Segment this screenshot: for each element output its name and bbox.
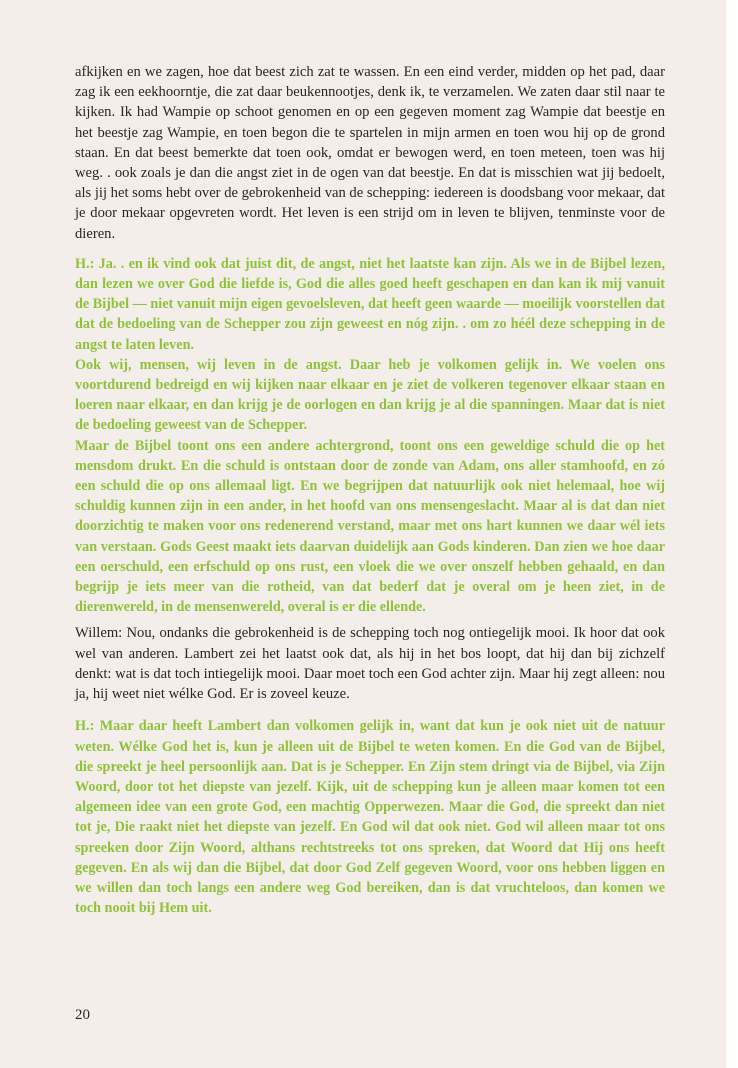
scan-margin — [726, 0, 738, 1068]
paragraph-mensen-angst: Ook wij, mensen, wij leven in de angst. Daar heb je volkomen gelijk in. We voelen ons voortdurend bedreigd en wij kijken naar elkaar en je ziet de volkeren tegenover elkaar staan en loeren naar elkaar, en dan krijg je de oorlogen en dan krijg je al die spanningen. Maar dat is niet de bedoeling geweest van de Schepper. — [75, 356, 665, 434]
paragraph-narration: afkijken en we zagen, hoe dat beest zich zat te wassen. En een eind verder, midden op het pad, daar zag ik een eekhoorntje, die zat daar beukennootjes, denk ik, te verzamelen. We zaten daar stil naar te kijken. Ik had Wampie op schoot genomen en op een gegeven moment zag Wampie dat beestje en het beestje zag Wampie, en toen begon die te spartelen in mijn armen en toen wou hij op de grond staan. En dat beest bemerkte dat toen ook, omdat er bewogen werd, en toen meteen, toen was hij weg. . ook zoals je dan die angst ziet in de ogen van dat beestje. En dat is misschien wat jij bedoelt, als jij het soms hebt over de gebrokenheid van de schepping: iedereen is doodsbang voor mekaar, dat je door mekaar opgevreten wordt. Het leven is een strijd om in leven te blijven, tenminste voor de dieren. — [75, 64, 665, 242]
paragraph-schuld: Maar de Bijbel toont ons een andere achtergrond, toont ons een geweldige schuld die op het mensdom drukt. En die schuld is ontstaan door de zonde van Adam, ons aller stamhoofd, en zó een schuld die op ons allemaal ligt. En we begrijpen dat natuurlijk ook niet helemaal, hoe wij schuldig kunnen zijn in een ander, in het hoofd van ons mensengeslacht. Maar al is dat dan niet doorzichtig te maken voor ons redenerend verstand, maar met ons hart kunnen we daar wél iets van verstaan. Gods Geest maakt iets daarvan duidelijk aan Gods kinderen. Dan zien we hoe daar een oerschuld, een erfschuld op ons rust, een vloek die we over onszelf hebben gehaald, en dan begrijp je iets meer van die rotheid, van dat bederf dat je overal om je heen ziet, in de dierenwereld, in de mensenwereld, overal is er die ellende. — [75, 437, 665, 616]
page-body — [75, 62, 665, 918]
paragraph-willem: Willem: Nou, ondanks die gebrokenheid is de schepping toch nog ontiegelijk mooi. Ik hoor dat ook wel van anderen. Lambert zei het laatst ook dat, als hij in het bos loopt, dat hij dan bij zichzelf denkt: wat is dat toch intiegelijk mooi. Daar moet toch een God achter zijn. Maar hij zegt alleen: nou ja, hij weet niet wélke God. Er is zoveel keuze. — [75, 625, 665, 703]
paragraph-h-angst: H.: Ja. . en ik vind ook dat juist dit, de angst, niet het laatste kan zijn. Als we in de Bijbel lezen, dan lezen we over God die liefde is, God die alles goed heeft geschapen en dan kan ik mij vanuit de Bijbel — niet vanuit mijn eigen gevoelsleven, dat heeft geen waarde — moeilijk voorstellen dat dat de bedoeling van de Schepper zou zijn geweest en nóg zijn. . om zo héél deze schepping in de angst te laten leven. — [75, 255, 665, 353]
paragraph-h-lambert: H.: Maar daar heeft Lambert dan volkomen gelijk in, want dat kun je ook niet uit de natuur weten. Wélke God het is, kun je alleen uit de Bijbel te weten komen. En die God van de Bijbel, die spreekt je heel persoonlijk aan. Dat is je Schepper. En Zijn stem dringt via de Bijbel, via Zijn Woord, door tot het diepste van jezelf. Kijk, uit de schepping kun je alleen maar komen tot een algemeen idee van een grote God, een machtig Opperwezen. Maar die God, die spreekt dan niet tot je, Die raakt niet het diepste van jezelf. En God wil dat ook niet. God wil alleen maar tot ons spreeken door Zijn Woord, althans rechtstreeks tot ons spreken, dat Woord dat Hij ons heeft gegeven. En als wij dan die Bijbel, dat door God Zelf gegeven Woord, voor ons hebben liggen en we willen dan toch langs een andere weg God bereiken, dan is dat vruchteloos, dan komen we toch nooit bij Hem uit. — [75, 718, 665, 917]
page-number: 20 — [75, 1007, 90, 1023]
